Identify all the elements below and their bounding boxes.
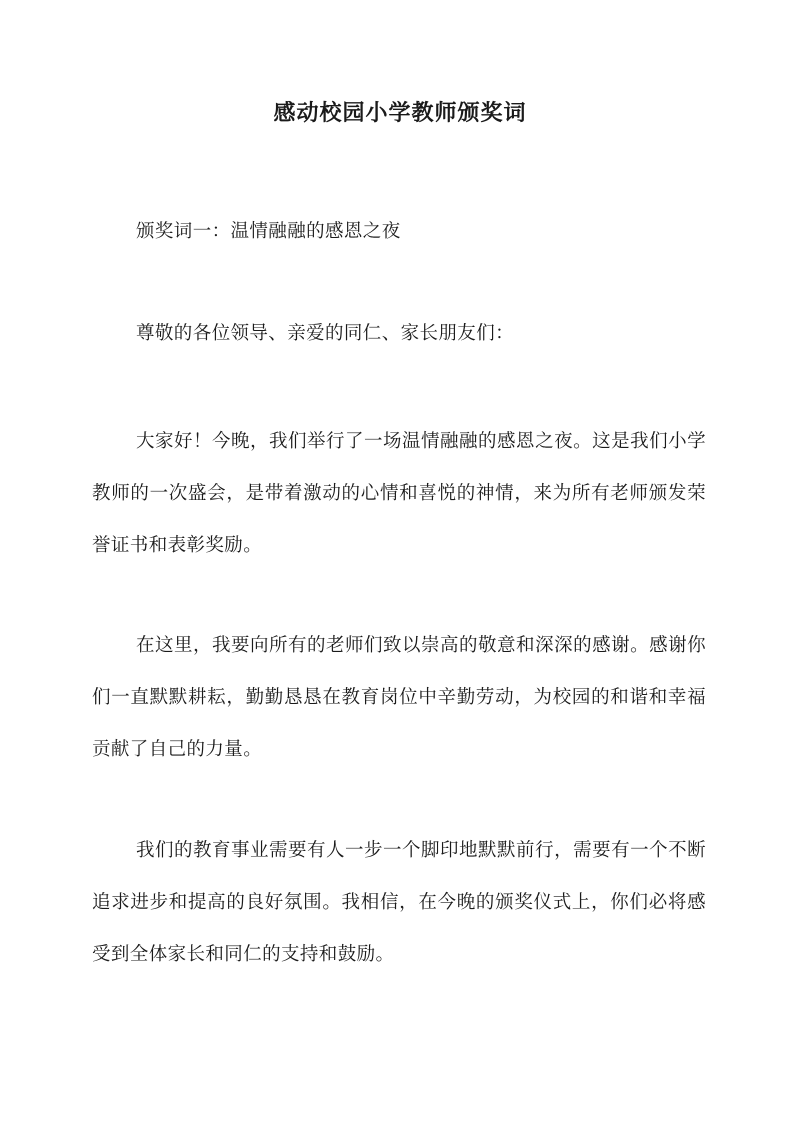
body-paragraph-3: 我们的教育事业需要有人一步一个脚印地默默前行，需要有一个不断追求进步和提高的良好氛围。我相信，在今晚的颁奖仪式上，你们必将感受到全体家长和同仁的支持和鼓励。 [92,840,706,965]
document-title: 感动校园小学教师颁奖词 [273,100,527,126]
greeting-line: 尊敬的各位领导、亲爱的同仁、家长朋友们： [136,323,515,344]
body-paragraph-1: 大家好！今晚，我们举行了一场温情融融的感恩之夜。这是我们小学教师的一次盛会，是带着激动的心情和喜悦的神情，来为所有老师颁发荣誉证书和表彰奖励。 [92,431,706,556]
section-subtitle: 颁奖词一：温情融融的感恩之夜 [136,221,401,242]
body-paragraph-2: 在这里，我要向所有的老师们致以崇高的敬意和深深的感谢。感谢你们一直默默耕耘，勤勤恳恳在教育岗位中辛勤劳动，为校园的和谐和幸福贡献了自己的力量。 [92,635,706,760]
